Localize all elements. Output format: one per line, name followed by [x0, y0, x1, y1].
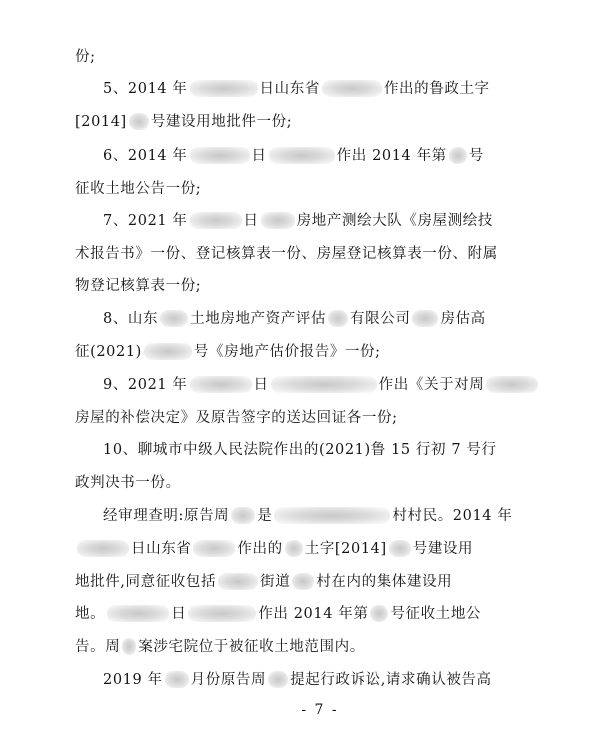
text-line — [103, 376, 540, 394]
text-run: 2019 年 — [103, 672, 163, 688]
text-line — [103, 507, 512, 525]
text-line — [75, 180, 201, 198]
text-run: 征(2021) — [75, 344, 142, 360]
redaction-blur — [274, 507, 390, 524]
redaction-blur — [193, 540, 235, 557]
page-number: - 7 - — [301, 702, 339, 718]
text-run: 物登记核算表一份; — [75, 278, 202, 294]
text-run: 房屋的补偿决定》及原告签字的送达回证各一份; — [75, 410, 398, 426]
text-run: 告。周 — [75, 639, 121, 655]
text-line — [75, 638, 365, 656]
text-run: 9、2021 年 — [103, 377, 188, 393]
redaction-blur — [268, 671, 288, 688]
text-run: 提起行政诉讼,请求确认被告高 — [290, 672, 492, 688]
text-run: 是 — [257, 508, 273, 524]
text-run: 份; — [75, 49, 96, 65]
redaction-blur — [129, 113, 149, 130]
text-line — [103, 671, 492, 689]
text-run: 案涉宅院位于被征收土地范围内。 — [138, 639, 365, 655]
redaction-blur — [107, 605, 169, 622]
text-line — [75, 409, 398, 427]
redaction-blur — [231, 507, 255, 524]
redaction-blur — [412, 310, 438, 327]
redaction-blur — [122, 638, 136, 655]
redaction-blur — [77, 540, 129, 557]
text-run: 5、2014 年 — [103, 81, 188, 97]
text-run: 作出的鲁政土字 — [383, 81, 490, 97]
redaction-blur — [292, 573, 314, 590]
text-run: 日 — [243, 213, 259, 229]
redaction-blur — [190, 80, 258, 97]
text-run: 月份原告周 — [190, 672, 267, 688]
redaction-blur — [285, 540, 303, 557]
redaction-blur — [486, 376, 538, 393]
text-line — [103, 310, 486, 328]
text-run: 作出 2014 年第 — [336, 148, 447, 164]
text-run: 号 — [468, 148, 484, 164]
text-run: 8、山东 — [103, 311, 159, 327]
text-line — [75, 573, 452, 591]
text-line — [75, 277, 201, 295]
text-line — [75, 48, 96, 66]
text-run: 号建设用 — [412, 541, 474, 557]
text-run: 村在内的集体建设用 — [316, 574, 453, 590]
text-run: 街道 — [260, 574, 291, 590]
text-run: 日 — [253, 377, 269, 393]
redaction-blur — [190, 212, 242, 229]
text-run: 土字[2014] — [304, 541, 387, 557]
redaction-blur — [190, 376, 252, 393]
text-run: 经审理查明:原告周 — [103, 508, 230, 524]
text-line — [103, 441, 497, 459]
redaction-blur — [389, 540, 411, 557]
redaction-blur — [322, 80, 382, 97]
redaction-blur — [328, 310, 348, 327]
text-run: 号建设用地批件一份; — [150, 114, 293, 130]
text-run: 术报告书》一份、登记核算表一份、房屋登记核算表一份、附属 — [75, 246, 498, 262]
text-line — [75, 113, 292, 131]
text-run: 政判决书一份。 — [75, 475, 181, 491]
text-line — [75, 605, 481, 623]
text-run: 有限公司 — [350, 311, 411, 327]
text-run: 日 — [171, 606, 187, 622]
redaction-blur — [269, 147, 335, 164]
redaction-blur — [160, 310, 188, 327]
text-run: 7、2021 年 — [103, 213, 188, 229]
text-run: 号征收土地公 — [390, 606, 482, 622]
text-run: [2014] — [75, 114, 127, 130]
redaction-blur — [370, 605, 388, 622]
text-run: 作出的 — [237, 541, 283, 557]
redaction-blur — [165, 671, 189, 688]
redaction-blur — [218, 573, 258, 590]
text-run: 日 — [251, 148, 267, 164]
text-line — [103, 147, 484, 165]
text-line — [75, 474, 181, 492]
text-run: 村村民。2014 年 — [392, 508, 513, 524]
redaction-blur — [188, 605, 256, 622]
text-run: 地批件,同意征收包括 — [75, 574, 217, 590]
text-line — [103, 212, 493, 230]
redaction-blur — [190, 147, 250, 164]
text-line — [103, 80, 490, 98]
text-run: 土地房地产资产评估 — [190, 311, 327, 327]
redaction-blur — [449, 147, 467, 164]
text-run: 征收土地公告一份; — [75, 181, 202, 197]
redaction-blur — [261, 212, 295, 229]
text-run: 作出 2014 年第 — [258, 606, 369, 622]
text-line — [75, 245, 498, 263]
redaction-blur — [271, 376, 377, 393]
text-run: 日山东省 — [259, 81, 320, 97]
text-run: 日山东省 — [131, 541, 192, 557]
text-run: 6、2014 年 — [103, 148, 188, 164]
text-run: 地。 — [75, 606, 106, 622]
text-run: 10、聊城市中级人民法院作出的(2021)鲁 15 行初 7 号行 — [103, 442, 497, 458]
text-run: 作出《关于对周 — [378, 377, 485, 393]
text-run: 号《房地产估价报告》一份; — [193, 344, 381, 360]
text-run: 房地产测绘大队《房屋测绘技 — [296, 213, 493, 229]
text-line — [75, 540, 473, 558]
text-line — [75, 343, 381, 361]
redaction-blur — [144, 343, 192, 360]
text-run: 房估高 — [440, 311, 486, 327]
